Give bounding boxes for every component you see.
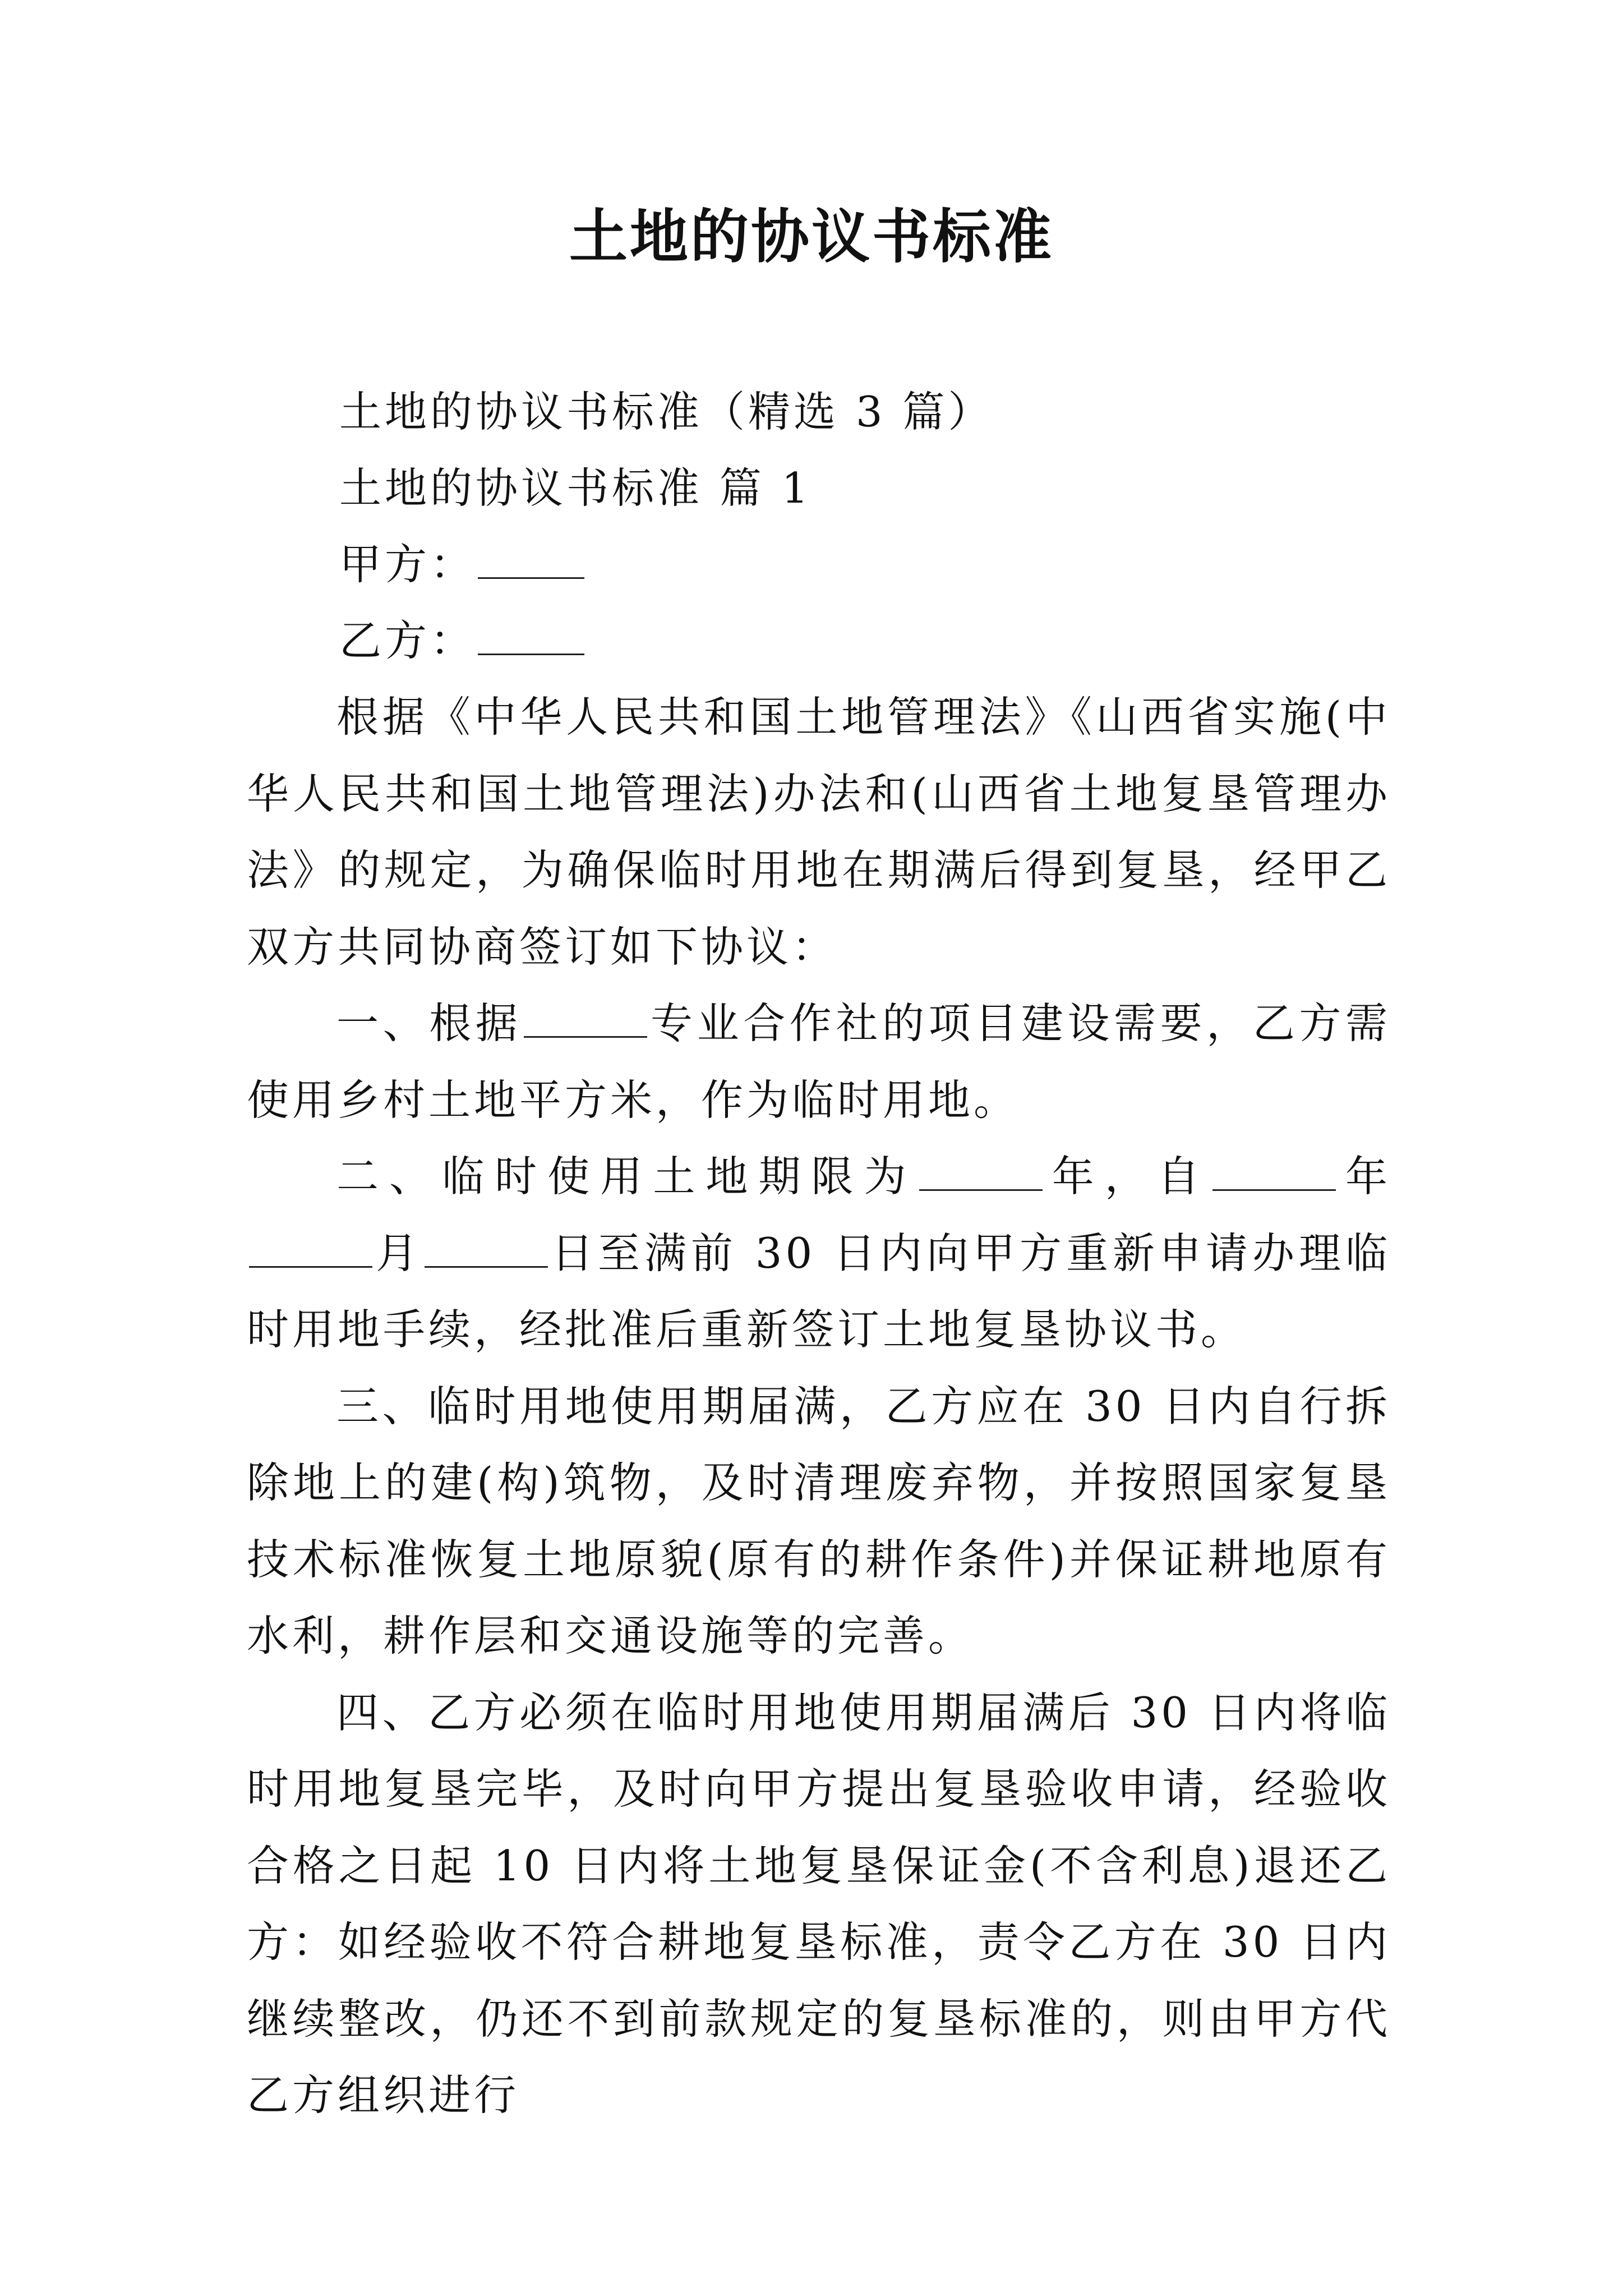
clause-1 bbox=[247, 985, 1391, 1138]
clause-4: 四、乙方必须在临时用地使用期届满后 30 日内将临时用地复垦完毕，及时向甲方提出复垦验收申请，经验收合格之日起 10 日内将土地复垦保证金(不含利息)退还乙方：如经验收不符合耕地复垦标准，责令乙方在 30 日内继续整改，仍还不到前款规定的复垦标准的，则由甲方代乙方组织进行 bbox=[247, 1687, 1391, 2120]
clause-3: 三、临时用地使用期届满，乙方应在 30 日内自行拆除地上的建(构)筑物，及时清理废弃物，并按照国家复垦技术标准恢复土地原貌(原有的耕作条件)并保证耕地原有水利，耕作层和交通设施等的完善。 bbox=[247, 1381, 1391, 1660]
clause-2-part3: 年 bbox=[1338, 1152, 1391, 1201]
clause-2-part1: 二、临时使用土地期限为 bbox=[336, 1152, 917, 1201]
clause-2-blank-2 bbox=[1212, 1147, 1336, 1191]
clause-1-blank bbox=[524, 994, 647, 1038]
party-a-line bbox=[339, 526, 587, 603]
clause-2-blank-1 bbox=[919, 1147, 1043, 1191]
clause-2-blank-3 bbox=[249, 1224, 372, 1268]
clause-2-part4: 月 bbox=[375, 1228, 422, 1278]
party-b-line bbox=[339, 602, 587, 679]
document-subtitle: 土地的协议书标准（精选 3 篇） bbox=[339, 387, 994, 436]
section-title: 土地的协议书标准 篇 1 bbox=[339, 463, 812, 513]
party-a-blank bbox=[478, 535, 584, 579]
intro-paragraph: 根据《中华人民共和国土地管理法》《山西省实施(中华人民共和国土地管理法)办法和(山西省土地复垦管理办法》的规定，为确保临时用地在期满后得到复垦，经甲乙双方共同协商签订如下协议： bbox=[247, 692, 1391, 972]
party-a-label: 甲方： bbox=[339, 540, 476, 589]
document-body bbox=[247, 679, 1391, 2134]
clause-2-part2: 年，自 bbox=[1044, 1152, 1210, 1201]
party-b-label: 乙方： bbox=[339, 616, 476, 665]
party-b-blank bbox=[478, 611, 584, 655]
clause-1-part1: 一、根据 bbox=[336, 999, 522, 1048]
clause-2-blank-4 bbox=[425, 1224, 548, 1268]
clause-1-part2: 专业合作社的项目建设需要，乙方需使用乡村土地平方米，作为临时用地。 bbox=[247, 999, 1391, 1125]
clause-2-part5: 日至满前 30 日内向甲方重新申请办理临时用地手续，经批准后重新签订土地复垦协议书。 bbox=[247, 1228, 1391, 1354]
clause-2 bbox=[247, 1138, 1391, 1368]
document-title: 土地的协议书标准 bbox=[569, 202, 1054, 271]
